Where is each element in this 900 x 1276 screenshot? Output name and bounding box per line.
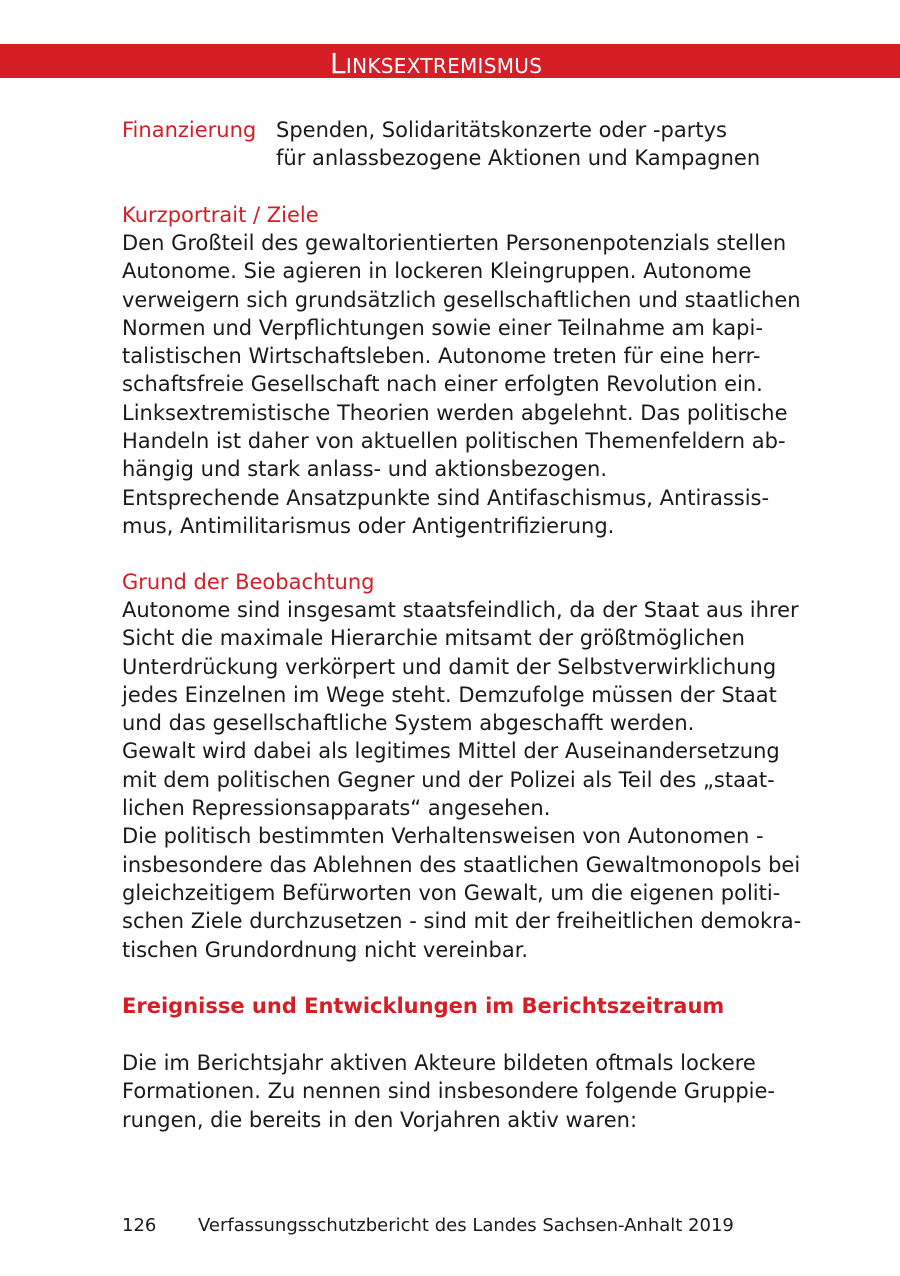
text-line: Autonome sind insgesamt staatsfeindlich, da der Staat aus ihrer	[122, 598, 799, 622]
financing-label: Finanzierung	[122, 118, 257, 142]
text-line: rungen, die bereits in den Vorjahren aktiv waren:	[122, 1107, 638, 1132]
section-heading-beobachtung: Grund der Beobachtung	[122, 570, 375, 594]
text-line: Die politisch bestimmten Verhaltensweisen von Autonomen -	[122, 824, 764, 849]
text-line: Den Großteil des gewaltorientierten Personenpotenzials stellen	[122, 231, 787, 255]
financing-line: Spenden, Solidaritätskonzerte oder -partys	[276, 118, 727, 142]
text-line: verweigern sich grundsätzlich gesellschaftlichen und staatlichen	[122, 287, 801, 312]
text-line: talistischen Wirtschaftsleben. Autonome treten für eine herr-	[122, 344, 761, 369]
text-line: Handeln ist daher von aktuellen politischen Themenfeldern ab-	[122, 429, 786, 454]
text-line: schaftsfreie Gesellschaft nach einer erfolgten Revolution ein.	[122, 372, 763, 397]
text-line: Sicht die maximale Hierarchie mitsamt der größtmöglichen	[122, 626, 745, 651]
text-line: Formationen. Zu nennen sind insbesondere folgende Gruppie-	[122, 1079, 776, 1104]
text-line: Autonome. Sie agieren in lockeren Kleingruppen. Autonome	[122, 259, 752, 284]
financing-line: für anlassbezogene Aktionen und Kampagnen	[276, 146, 761, 171]
text-line: schen Ziele durchzusetzen - sind mit der freiheitlichen demokra-	[122, 909, 802, 934]
text-line: Normen und Verpflichtungen sowie einer Teilnahme am kapi-	[122, 315, 763, 340]
text-line: und das gesellschaftliche System abgeschafft werden.	[122, 711, 695, 736]
section-body-kurzportrait	[122, 229, 801, 540]
section-body-beobachtung	[122, 596, 801, 964]
text-line: gleichzeitigem Befürworten von Gewalt, um die eigenen politi-	[122, 880, 781, 905]
text-line: lichen Repressionsapparats“ angesehen.	[122, 796, 551, 821]
section-body-ereignisse	[122, 1049, 775, 1134]
text-line: Gewalt wird dabei als legitimes Mittel der Auseinandersetzung	[122, 739, 780, 764]
text-line: Entsprechende Ansatzpunkte sind Antifaschismus, Antirassis-	[122, 485, 770, 510]
text-line: Linksextremistische Theorien werden abgelehnt. Das politische	[122, 400, 788, 425]
text-line: Unterdrückung verkörpert und damit der Selbstverwirklichung	[122, 654, 777, 679]
page-number: 126	[122, 1215, 157, 1236]
footer-publication: Verfassungsschutzbericht des Landes Sachsen-Anhalt 2019	[198, 1215, 734, 1236]
text-line: insbesondere das Ablehnen des staatlichen Gewaltmonopols bei	[122, 852, 801, 877]
text-line: hängig und stark anlass- und aktionsbezogen.	[122, 457, 607, 482]
financing-text	[276, 116, 760, 173]
text-line: mus, Antimilitarismus oder Antigentrifizierung.	[122, 513, 615, 538]
section-heading-ereignisse: Ereignisse und Entwicklungen im Berichtszeitraum	[122, 994, 725, 1018]
text-line: Die im Berichtsjahr aktiven Akteure bildeten oftmals lockere	[122, 1051, 756, 1075]
text-line: mit dem politischen Gegner und der Polizei als Teil des „staat-	[122, 767, 775, 792]
page-title: Linksextremismus	[330, 47, 543, 80]
text-line: tischen Grundordnung nicht vereinbar.	[122, 937, 529, 962]
text-line: jedes Einzelnen im Wege steht. Demzufolge müssen der Staat	[122, 682, 777, 707]
section-heading-kurzportrait: Kurzportrait / Ziele	[122, 203, 319, 227]
